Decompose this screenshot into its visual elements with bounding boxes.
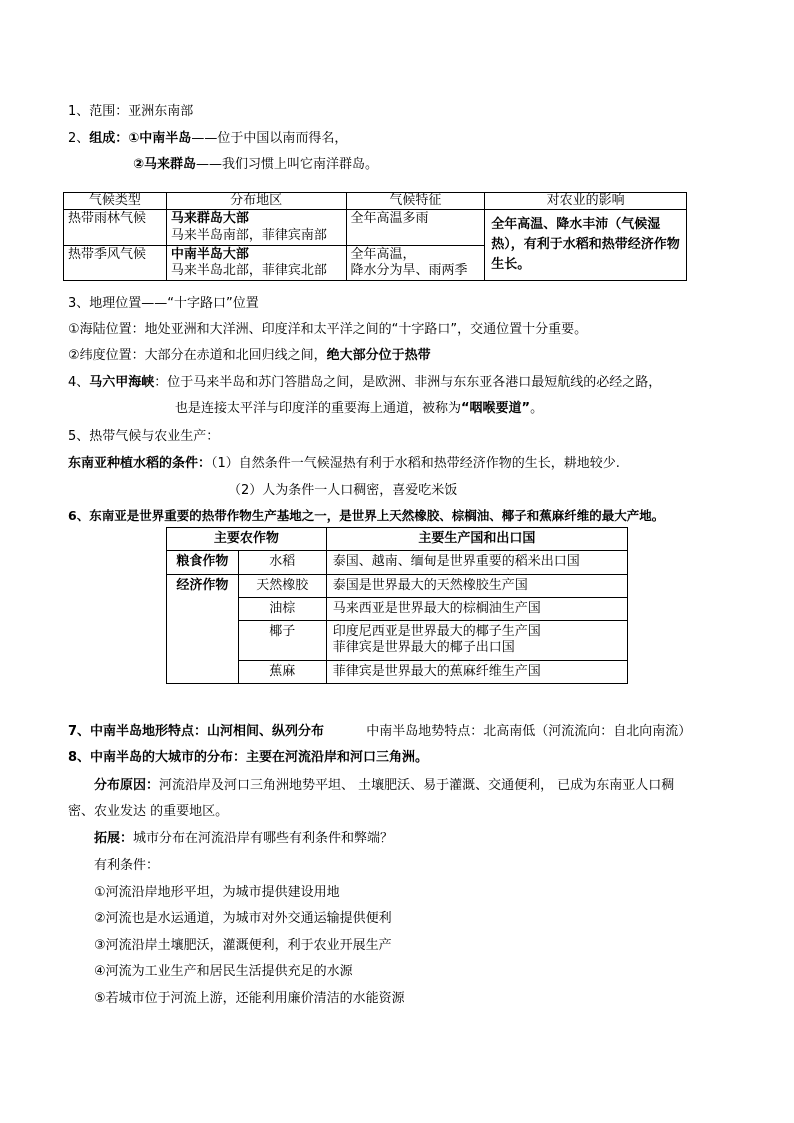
region-sub: 马来半岛北部，菲律宾北部: [170, 263, 327, 278]
section-2-composition: [68, 131, 347, 147]
period: 。: [530, 401, 544, 416]
section-3-sea-land: ①海陆位置：地处亚洲和大洋洲、印度洋和太平洋之间的“十字路口”，交通位置十分重要。: [68, 322, 588, 337]
section-8-reason: [94, 778, 674, 794]
crop-table: [166, 527, 628, 684]
crop-name: 水稻: [238, 551, 326, 574]
extension-question: 城市分布在河流沿岸有哪些有利条件和弊端？: [133, 831, 394, 846]
section-1-scope: 1、范围：亚洲东南部: [68, 104, 194, 119]
extension-label: 拓展：: [94, 831, 134, 846]
advantage-item: ③河流沿岸土壤肥沃，灌溉便利，利于农业开展生产: [94, 938, 392, 953]
chokepoint-label: “咽喉要道”: [461, 401, 531, 416]
advantages-title: 有利条件：: [94, 858, 160, 873]
header-region: 分布地区: [166, 193, 346, 210]
crop-name: 油棕: [238, 597, 326, 620]
climate-type-cell: 热带季风气候: [64, 245, 167, 281]
latitude-emphasis: 绝大部分位于热带: [326, 348, 431, 363]
malacca-desc: ：位于马来半岛和苏门答腊岛之间，是欧洲、非洲与东东亚各港口最短航线的必经之路，: [154, 375, 662, 390]
crop-name: 椰子: [238, 621, 326, 661]
section-7-terrain: [68, 724, 691, 740]
section-8-title: 8、中南半岛的大城市的分布：主要在河流沿岸和河口三角洲。: [68, 750, 429, 765]
section-6-title: 6、东南亚是世界重要的热带作物生产基地之一，是世界上天然橡胶、棕榈油、椰子和蕉麻纤维的最大产地。: [68, 508, 665, 523]
climate-table: [63, 192, 687, 281]
cash-crops-label: 经济作物: [167, 574, 239, 683]
terrain-slope: 中南半岛地势特点：北高南低（河流流向：自北向南流）: [366, 724, 692, 739]
crop-info-line: 印度尼西亚是世界最大的椰子生产国: [332, 624, 541, 639]
header-feature: 气候特征: [346, 193, 485, 210]
section-3-latitude: [68, 348, 431, 364]
feature-line: 降水分为旱、雨两季: [350, 263, 468, 278]
region-main: 马来群岛大部: [170, 211, 249, 227]
header-producers: 主要生产国和出口国: [326, 528, 627, 551]
region-main: 中南半岛大部: [170, 246, 249, 262]
reason-text: 河流沿岸及河口三角洲地势平坦、 土壤肥沃、易于灌溉、交通便利， 已成为东南亚人口稠: [159, 778, 675, 793]
crop-info: 菲律宾是世界最大的蕉麻纤维生产国: [326, 660, 627, 683]
header-agri-impact: 对农业的影响: [485, 193, 687, 210]
malacca-desc-2: 也是连接太平洋与印度洋的重要海上通道，被称为: [175, 401, 462, 416]
region-cell: [166, 210, 346, 246]
climate-type-cell: 热带雨林气候: [64, 210, 167, 246]
section-2-label: 组成：: [89, 131, 129, 146]
crop-info: [326, 621, 627, 661]
section-2-prefix: 2、: [68, 131, 90, 146]
climate-table-header: [64, 193, 687, 210]
advantage-item: ②河流也是水运通道，为城市对外交通运输提供便利: [94, 911, 392, 926]
section-8-extension: [94, 831, 393, 847]
region-sub: 马来半岛南部，菲律宾南部: [170, 227, 327, 243]
table-row: [167, 551, 628, 574]
header-climate-type: 气候类型: [64, 193, 167, 210]
section-5-human-condition: （2）人为条件一人口稠密，喜爱吃米饭: [228, 483, 458, 498]
section-8-reason-line2: 密、农业发达 的重要地区。: [68, 804, 229, 819]
table-row: [64, 210, 687, 246]
section-4-malacca: [68, 375, 661, 391]
reason-label: 分布原因：: [94, 778, 160, 793]
terrain-features: 7、中南半岛地形特点：山河相间、纵列分布: [68, 724, 325, 739]
feature-cell: [346, 245, 485, 281]
advantage-item: ④河流为工业生产和居民生活提供充足的水源: [94, 964, 353, 979]
rice-conditions-label: 东南亚种植水稻的条件：: [68, 456, 212, 471]
section-4-prefix: 4、: [68, 375, 90, 390]
indochina-desc: ——位于中国以南而得名，: [191, 131, 348, 146]
section-2-item2: [133, 157, 378, 173]
impact-cell: 全年高温、降水丰沛（气候湿热），有利于水稻和热带经济作物生长。: [485, 210, 687, 281]
crop-table-header: [167, 528, 628, 551]
natural-condition: （1）自然条件一气候湿热有利于水稻和热带经济作物的生长，耕地较少.: [211, 456, 620, 471]
feature-cell: 全年高温多雨: [346, 210, 485, 246]
crop-name: 蕉麻: [238, 660, 326, 683]
malacca-label: 马六甲海峡: [89, 375, 155, 390]
malay-archipelago-desc: ——我们习惯上叫它南洋群岛。: [196, 157, 379, 172]
section-4-line2: [175, 401, 543, 417]
indochina-label: ①中南半岛: [128, 131, 192, 146]
header-main-crops: 主要农作物: [167, 528, 327, 551]
crop-info: 泰国、越南、缅甸是世界重要的稻米出口国: [326, 551, 627, 574]
crop-name: 天然橡胶: [238, 574, 326, 597]
feature-line: 全年高温，: [350, 246, 416, 262]
crop-info: 泰国是世界最大的天然橡胶生产国: [326, 574, 627, 597]
section-5-title: 5、热带气候与农业生产：: [68, 429, 220, 444]
advantage-item: ①河流沿岸地形平坦，为城市提供建设用地: [94, 885, 340, 900]
advantage-item: ⑤若城市位于河流上游，还能利用廉价清洁的水能资源: [94, 991, 405, 1006]
latitude-text: ②纬度位置：大部分在赤道和北回归线之间，: [68, 348, 327, 363]
malay-archipelago-label: ②马来群岛: [133, 157, 197, 172]
section-5-conditions: [68, 456, 620, 472]
section-3-title: 3、地理位置——“十字路口”位置: [68, 296, 259, 311]
table-row: [167, 574, 628, 597]
crop-info-line: 菲律宾是世界最大的椰子出口国: [332, 640, 515, 656]
crop-info: 马来西亚是世界最大的棕榈油生产国: [326, 597, 627, 620]
food-crops-label: 粮食作物: [167, 551, 239, 574]
region-cell: [166, 245, 346, 281]
